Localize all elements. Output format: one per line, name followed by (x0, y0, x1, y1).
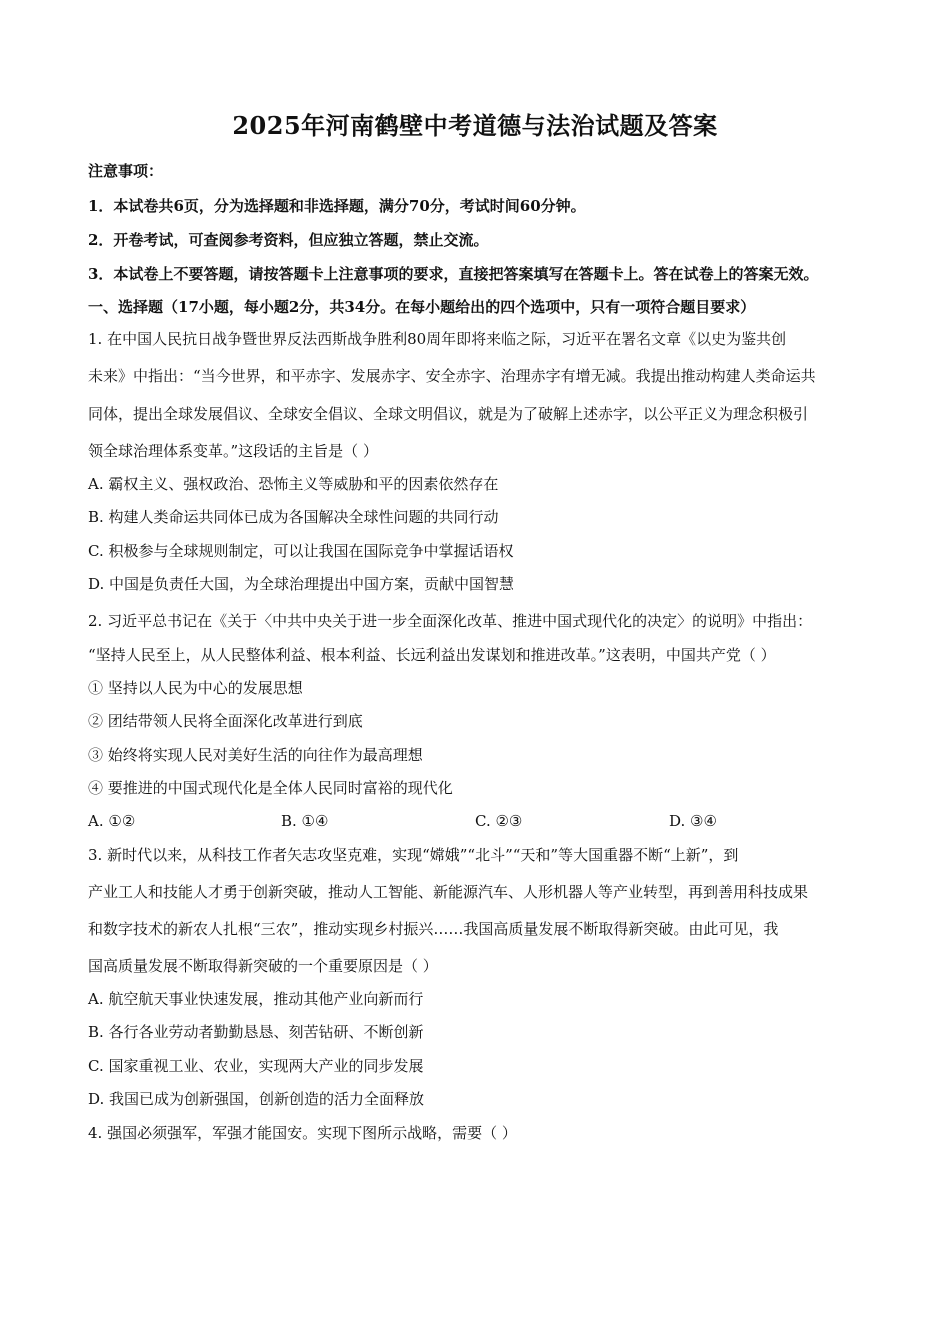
q3-option-a: A. 航空航天事业快速发展，推动其他产业向新而行 (88, 990, 424, 1008)
q2-option-d: D. ③④ (669, 812, 717, 830)
q3-option-c: C. 国家重视工业、农业，实现两大产业的同步发展 (88, 1057, 424, 1075)
section-heading: 一、选择题（17小题，每小题2分，共34分。在每小题给出的四个选项中，只有一项符合题目要求） (88, 298, 756, 316)
q4-line-1: 4. 强国必须强军，军强才能国安。实现下图所示战略，需要（ ） (88, 1124, 517, 1142)
q3-line-2: 产业工人和技能人才勇于创新突破，推动人工智能、新能源汽车、人形机器人等产业转型，再到善用科技成果 (88, 883, 809, 901)
q2-item-2: ② 团结带领人民将全面深化改革进行到底 (88, 712, 363, 730)
notice-item-2: 2．开卷考试，可查阅参考资料，但应独立答题，禁止交流。 (88, 231, 489, 249)
q1-option-d: D. 中国是负责任大国，为全球治理提出中国方案，贡献中国智慧 (88, 575, 515, 593)
q2-item-4: ④ 要推进的中国式现代化是全体人民同时富裕的现代化 (88, 779, 453, 797)
q3-line-4: 国高质量发展不断取得新突破的一个重要原因是（ ） (88, 957, 438, 975)
q3-option-b: B. 各行各业劳动者勤勤恳恳、刻苦钻研、不断创新 (88, 1023, 424, 1041)
notice-heading: 注意事项： (88, 162, 164, 180)
q2-option-b: B. ①④ (281, 812, 329, 830)
q1-line-3: 同体，提出全球发展倡议、全球安全倡议、全球文明倡议，就是为了破解上述赤字，以公平正义为理念积极引 (88, 405, 809, 423)
q1-option-a: A. 霸权主义、强权政治、恐怖主义等威胁和平的因素依然存在 (88, 475, 499, 493)
q2-line-2: “坚持人民至上，从人民整体利益、根本利益、长远利益出发谋划和推进改革。”这表明，中国共产党（ ） (88, 646, 776, 664)
q3-line-3: 和数字技术的新农人扎根“三农”，推动实现乡村振兴……我国高质量发展不断取得新突破。由此可见，我 (88, 920, 779, 938)
q2-option-a: A. ①② (88, 812, 136, 830)
q2-item-3: ③ 始终将实现人民对美好生活的向往作为最高理想 (88, 746, 423, 764)
notice-item-1: 1．本试卷共6页，分为选择题和非选择题，满分70分，考试时间60分钟。 (88, 197, 586, 215)
q1-line-4: 领全球治理体系变革。”这段话的主旨是（ ） (88, 442, 378, 460)
q3-line-1: 3. 新时代以来，从科技工作者矢志攻坚克难，实现“嫦娥”“北斗”“天和”等大国重器不断“上新”，到 (88, 846, 739, 864)
q1-option-b: B. 构建人类命运共同体已成为各国解决全球性问题的共同行动 (88, 508, 499, 526)
q1-line-2: 未来》中指出：“当今世界，和平赤字、发展赤字、安全赤字、治理赤字有增无减。我提出推动构建人类命运共 (88, 367, 816, 385)
q1-line-1: 1. 在中国人民抗日战争暨世界反法西斯战争胜利80周年即将来临之际，习近平在署名文章《以史为鉴共创 (88, 330, 787, 348)
page-title: 2025年河南鹤壁中考道德与法治试题及答案 (232, 111, 718, 140)
q2-item-1: ① 坚持以人民为中心的发展思想 (88, 679, 303, 697)
q2-option-c: C. ②③ (475, 812, 523, 830)
q2-line-1: 2. 习近平总书记在《关于〈中共中央关于进一步全面深化改革、推进中国式现代化的决定〉的说明》中指出： (88, 612, 813, 630)
notice-item-3: 3．本试卷上不要答题，请按答题卡上注意事项的要求，直接把答案填写在答题卡上。答在试卷上的答案无效。 (88, 265, 819, 283)
q1-option-c: C. 积极参与全球规则制定，可以让我国在国际竞争中掌握话语权 (88, 542, 514, 560)
q3-option-d: D. 我国已成为创新强国，创新创造的活力全面释放 (88, 1090, 425, 1108)
